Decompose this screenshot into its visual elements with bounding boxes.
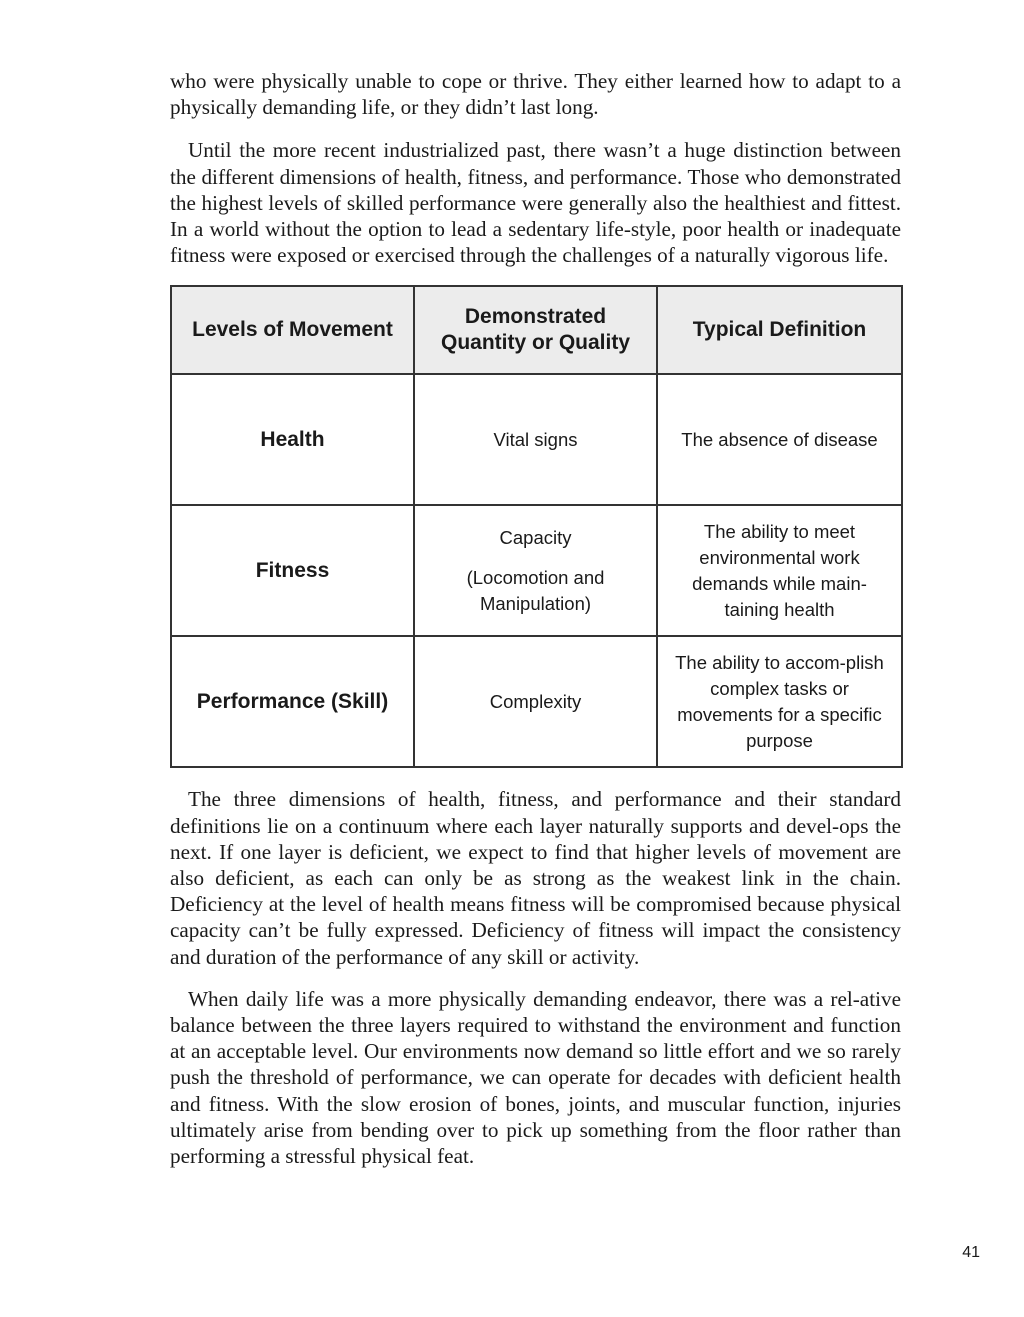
cell-level-fitness: Fitness [171,505,414,636]
cell-definition-fitness: The ability to meet environmental work demands while main-taining health [657,505,902,636]
paragraph-continuation: who were physically unable to cope or thrive. They either learned how to adapt to a physically demanding life, or they didn’t last long. [170,69,901,120]
table-row-fitness [171,505,902,636]
paragraph-continuum: The three dimensions of health, fitness, and performance and their standard definitions lie on a continuum where each layer naturally supports and devel-ops the next. If one layer is deficient, we expect to find that higher levels of movement are also deficient, as each can only be as strong as the weakest link in the chain. Deficiency at the level of health means fitness will be compromised because physical capacity can’t be fully expressed. Deficiency of fitness will impact the consistency and duration of the performance of any skill or activity. [170,787,901,969]
cell-quantity-fitness [414,505,657,636]
table-header-row [171,286,902,374]
cell-definition-health: The absence of disease [657,374,902,505]
cell-level-performance: Performance (Skill) [171,636,414,767]
cell-quantity-fitness-note: (Locomotion and Manipulation) [466,566,605,615]
header-levels-of-movement: Levels of Movement [171,286,414,374]
table-row-health [171,374,902,505]
cell-level-health: Health [171,374,414,505]
cell-quantity-fitness-main: Capacity [499,526,572,548]
table-row-performance [171,636,902,767]
cell-quantity-health: Vital signs [414,374,657,505]
header-demonstrated-quantity: Demonstrated Quantity or Quality [414,286,657,374]
levels-of-movement-table [170,285,903,768]
page-body [170,68,901,1169]
cell-definition-performance: The ability to accom-plish complex tasks or movements for a specific purpose [657,636,902,767]
paragraph-industrialized-past: Until the more recent industrialized past, there wasn’t a huge distinction between the different dimensions of health, fitness, and performance. Those who demonstrated the highest levels of skilled performance were generally also the healthiest and fittest. In a world without the option to lead a sedentary life-style, poor health or inadequate fitness were exposed or exercised through the challenges of a naturally vigorous life. [170,138,901,268]
page-number: 41 [962,1244,980,1261]
header-typical-definition: Typical Definition [657,286,902,374]
cell-quantity-performance: Complexity [414,636,657,767]
paragraph-daily-life: When daily life was a more physically demanding endeavor, there was a rel-ative balance between the three layers required to withstand the environment and function at an acceptable level. Our environments now demand so little effort and we so rarely push the threshold of performance, we can operate for decades with deficient health and fitness. With the slow erosion of bones, joints, and muscular function, injuries ultimately arise from bending over to pick up something from the floor rather than performing a stressful physical feat. [170,986,901,1169]
